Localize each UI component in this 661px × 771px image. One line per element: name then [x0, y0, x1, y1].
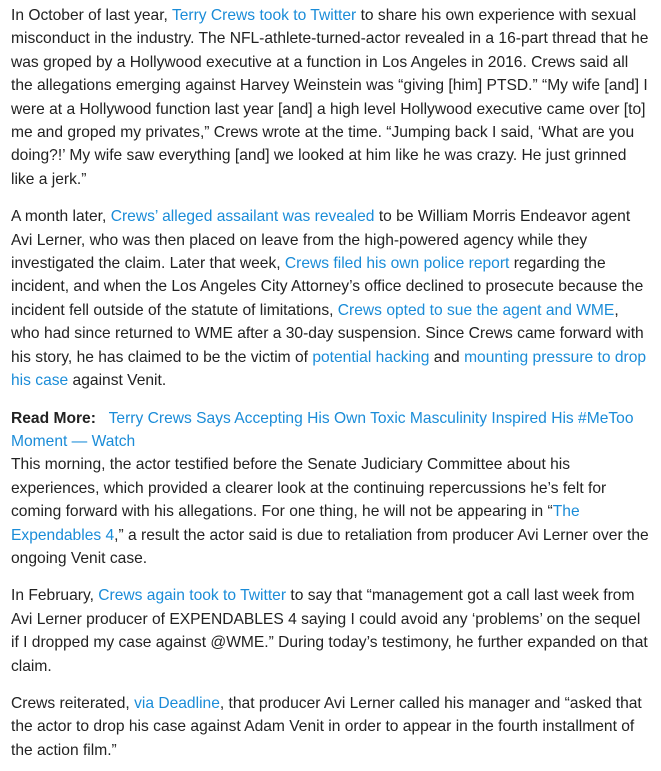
paragraph-2 — [11, 205, 651, 392]
link-potential-hacking[interactable]: potential hacking — [312, 348, 430, 366]
link-mounting-pressure[interactable]: mounting pressure to drop his case — [11, 348, 647, 390]
text: to share his own experience with sexual misconduct in the industry. The NFL-athlete-turned-actor revealed in a 16-part thread that he was groped by a Hollywood executive at a function in Los Angeles in 2016. Crews said all the allegations emerging against Harvey Weinstein was “giving [him] PTSD.” “My wife [and] I were at a Hollywood function last year [and] a high level Hollywood executive came over [to] me and groped my privates,” Crews wrote at the time. “Jumping back I said, ‘What are you doing?!’ My wife saw everything [and] we looked at him like he was crazy. He just grinned like a jerk.” — [11, 7, 649, 188]
link-assailant-revealed[interactable]: Crews’ alleged assailant was revealed — [110, 208, 375, 226]
text: In February, — [11, 587, 99, 605]
link-via-deadline[interactable]: via Deadline — [134, 694, 220, 712]
text: ,” a result the actor said is due to retaliation from producer Avi Lerner over the ongoing Venit case. — [11, 526, 649, 567]
paragraph-1 — [11, 4, 651, 191]
text: This morning, the actor testified before the Senate Judiciary Committee about his experiences, which provided a clearer look at the continuing repercussions he’s felt for coming forward with his allegations. For one thing, he will not be appearing in “ — [11, 456, 607, 521]
text: regarding the incident, and when the Los Angeles City Attorney’s office declined to prosecute because the incident fell outside of the statute of limitations, — [11, 255, 644, 319]
text: , that producer Avi Lerner called his manager and “asked that the actor to drop his case against Adam Venit in order to appear in the fourth installment of the action film.” — [11, 694, 642, 759]
paragraph-5 — [11, 692, 651, 762]
text: to say that “management got a call last week from Avi Lerner producer of EXPENDABLES 4 saying I could avoid any ‘problems’ on the sequel if I dropped my case against @WME.” During today’s testimony, he further expanded on that claim. — [11, 587, 648, 675]
read-more-link[interactable]: Terry Crews Says Accepting His Own Toxic Masculinity Inspired His #MeToo Moment — Watch — [11, 409, 634, 450]
text: In October of last year, — [11, 7, 172, 24]
paragraph-3 — [11, 453, 651, 570]
text: Crews reiterated, — [11, 694, 135, 712]
link-crews-twitter-again[interactable]: Crews again took to Twitter — [98, 587, 287, 605]
text: A month later, — [11, 208, 111, 226]
link-expendables-4[interactable]: The Expendables 4 — [11, 503, 580, 544]
text: against Venit. — [68, 372, 167, 390]
read-more — [11, 407, 651, 454]
text: to be William Morris Endeavor agent Avi Lerner, who was then placed on leave from the high-powered agency while they investigated the claim. Later that week, — [11, 208, 631, 273]
paragraph-4 — [11, 584, 651, 678]
text: and — [429, 348, 465, 366]
link-police-report[interactable]: Crews filed his own police report — [284, 255, 510, 273]
read-more-label: Read More: — [11, 409, 96, 427]
text: , who had since returned to WME after a 30-day suspension. Since Crews came forward with his story, he has claimed to be the victim of — [11, 301, 644, 366]
link-sue-agent[interactable]: Crews opted to sue the agent and WME — [337, 301, 615, 319]
link-crews-twitter[interactable]: Terry Crews took to Twitter — [171, 7, 361, 24]
